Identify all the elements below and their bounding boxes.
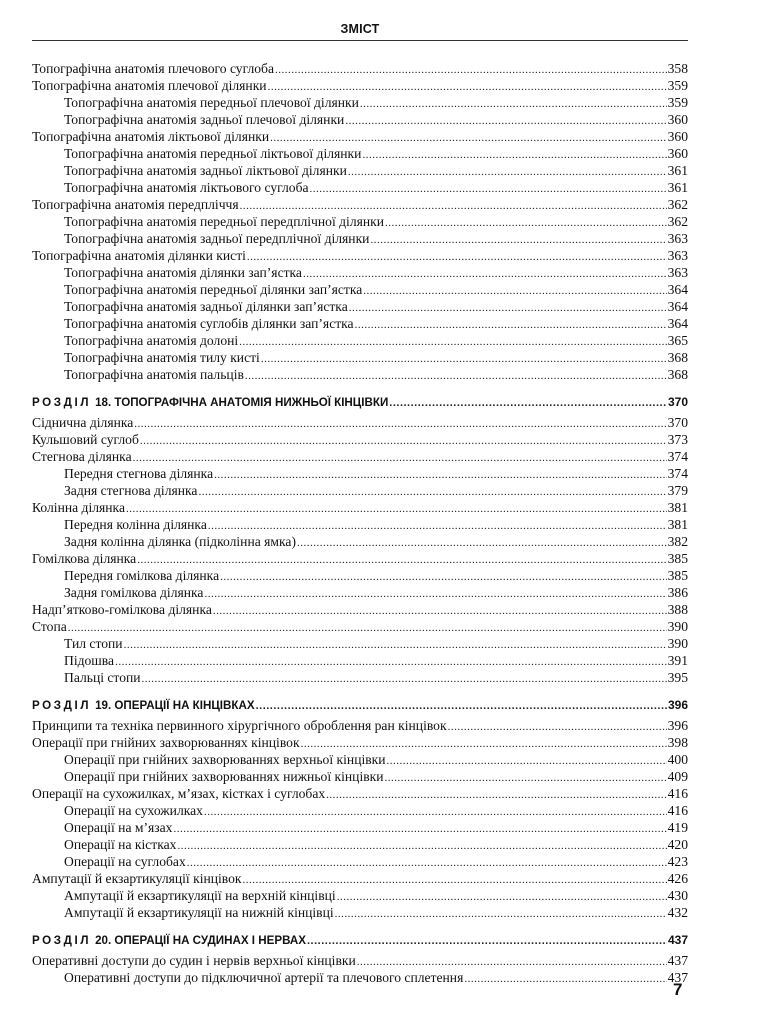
toc-entry — [32, 669, 688, 686]
toc-page-number: 374 — [667, 449, 688, 464]
toc-entry — [32, 482, 688, 499]
toc-entry-title: Топографічна анатомія передньої ділянки зап’ястка — [64, 282, 363, 297]
toc-section-heading — [32, 695, 688, 715]
toc-page-number: 396 — [667, 698, 688, 712]
toc-entry — [32, 349, 688, 366]
toc-entry — [32, 247, 688, 264]
toc-entry — [32, 533, 688, 550]
toc-entry — [32, 281, 688, 298]
dot-leader — [245, 368, 667, 383]
dot-leader — [326, 787, 666, 802]
toc-page-number: 388 — [667, 602, 688, 617]
toc-entry-title: Стегнова ділянка — [32, 449, 132, 464]
toc-entry-title: Тил стопи — [64, 636, 123, 651]
toc-entry-title: Оперативні доступи до підключичної артерії та плечового сплетення — [64, 970, 464, 985]
toc-entry-title: Ампутації й екзартикуляції кінцівок — [32, 871, 242, 886]
toc-page-number: 364 — [667, 316, 688, 331]
toc-entry — [32, 853, 688, 870]
toc-page-number: 400 — [667, 752, 688, 767]
dot-leader — [303, 266, 667, 281]
toc-entry-title: Топографічна анатомія передньої ліктьової ділянки — [64, 146, 362, 161]
toc-entry — [32, 145, 688, 162]
section-label: РОЗДІЛ — [32, 396, 92, 409]
dot-leader — [243, 872, 667, 887]
dot-leader — [68, 620, 667, 635]
dot-leader — [239, 334, 666, 349]
toc-entry — [32, 567, 688, 584]
toc-entry — [32, 751, 688, 768]
toc-page-number: 359 — [667, 95, 688, 110]
toc-entry — [32, 230, 688, 247]
header-rule — [32, 40, 688, 41]
dot-leader — [268, 79, 667, 94]
running-header: ЗМІСТ — [340, 22, 380, 36]
toc-entry-title: Операції на м’язах — [64, 820, 173, 835]
toc-page-number: 368 — [667, 350, 688, 365]
dot-leader — [173, 821, 666, 836]
toc-page-number: 419 — [667, 820, 688, 835]
dot-leader — [133, 450, 667, 465]
toc-entry-title: Операції на сухожилках, м’язах, кістках і суглобах — [32, 786, 326, 801]
toc-entry — [32, 213, 688, 230]
toc-page-number: 365 — [667, 333, 688, 348]
toc-entry-title: Сіднична ділянка — [32, 415, 134, 430]
toc-entry-title: Топографічна анатомія долоні — [64, 333, 239, 348]
toc-entry — [32, 264, 688, 281]
toc-entry-title: Стопа — [32, 619, 67, 634]
toc-entry — [32, 516, 688, 533]
toc-page-number: 391 — [667, 653, 688, 668]
dot-leader — [204, 586, 666, 601]
toc-page-number: 432 — [667, 905, 688, 920]
toc-entry-title: Операції на сухожилках — [64, 803, 203, 818]
toc-entry-title: Топографічна анатомія суглобів ділянки зап’ястка — [64, 316, 354, 331]
section-title: 19. ОПЕРАЦІЇ НА КІНЦІВКАХ — [95, 699, 255, 712]
toc-entry — [32, 111, 688, 128]
dot-leader — [345, 113, 666, 128]
toc-section-heading — [32, 392, 688, 412]
toc-page-number: 385 — [667, 568, 688, 583]
toc-entry — [32, 836, 688, 853]
toc-entry-title: Гомілкова ділянка — [32, 551, 137, 566]
toc-entry-title: Ампутації й екзартикуляції на нижній кінцівці — [64, 905, 334, 920]
section-label: РОЗДІЛ — [32, 699, 92, 712]
dot-leader — [275, 62, 667, 77]
toc-entry — [32, 768, 688, 785]
toc-entry — [32, 904, 688, 921]
toc-page-number: 423 — [667, 854, 688, 869]
toc-page-number: 420 — [667, 837, 688, 852]
dot-leader — [363, 283, 666, 298]
toc-page-number: 364 — [667, 299, 688, 314]
toc-page-number: 385 — [667, 551, 688, 566]
toc-page-number: 426 — [667, 871, 688, 886]
toc-entry — [32, 77, 688, 94]
toc-entry-title: Передня стегнова ділянка — [64, 466, 214, 481]
toc-entry — [32, 414, 688, 431]
dot-leader — [385, 770, 667, 785]
toc-entry — [32, 734, 688, 751]
toc-entry-title: Топографічна анатомія ліктьової ділянки — [32, 129, 270, 144]
toc-page-number: 381 — [667, 500, 688, 515]
toc-page-number: 381 — [667, 517, 688, 532]
toc-entry — [32, 601, 688, 618]
toc-page-number: 386 — [667, 585, 688, 600]
toc-page-number: 430 — [667, 888, 688, 903]
toc-page-number: 370 — [667, 395, 688, 409]
dot-leader — [124, 637, 667, 652]
dot-leader — [297, 535, 667, 550]
dot-leader — [387, 753, 667, 768]
toc-page-number: 368 — [667, 367, 688, 382]
section-title: 20. ОПЕРАЦІЇ НА СУДИНАХ І НЕРВАХ — [95, 934, 306, 947]
toc-page-number: 379 — [667, 483, 688, 498]
toc-entry — [32, 298, 688, 315]
toc-entry-title: Топографічна анатомія плечового суглоба — [32, 61, 275, 76]
toc-entry — [32, 969, 688, 986]
toc-entry — [32, 785, 688, 802]
dot-leader — [115, 654, 667, 669]
toc-entry — [32, 94, 688, 111]
section-label: РОЗДІЛ — [32, 934, 92, 947]
toc-entry — [32, 179, 688, 196]
toc-page-number: 363 — [667, 231, 688, 246]
dot-leader — [261, 351, 667, 366]
toc-entry — [32, 584, 688, 601]
toc-page-number: 362 — [667, 214, 688, 229]
toc-entry — [32, 802, 688, 819]
toc-page-number: 437 — [667, 953, 688, 968]
dot-leader — [355, 317, 667, 332]
toc-entry — [32, 315, 688, 332]
table-of-contents — [32, 60, 688, 986]
dot-leader — [448, 719, 667, 734]
toc-page-number: 416 — [667, 803, 688, 818]
toc-section-heading — [32, 930, 688, 950]
dot-leader — [142, 671, 667, 686]
toc-entry-title: Топографічна анатомія передпліччя — [32, 197, 239, 212]
dot-leader — [240, 198, 667, 213]
toc-entry-title: Пальці стопи — [64, 670, 141, 685]
toc-entry-title: Топографічна анатомія задньої ділянки зап’ястка — [64, 299, 348, 314]
toc-page-number: 396 — [667, 718, 688, 733]
page-number: 7 — [673, 980, 683, 999]
toc-entry-title: Ампутації й екзартикуляції на верхній кінцівці — [64, 888, 336, 903]
toc-entry — [32, 550, 688, 567]
toc-page-number: 370 — [667, 415, 688, 430]
toc-entry-title: Колінна ділянка — [32, 500, 125, 515]
dot-leader — [126, 501, 667, 516]
toc-entry — [32, 196, 688, 213]
dot-leader — [204, 804, 667, 819]
toc-page-number: 364 — [667, 282, 688, 297]
dot-leader — [213, 603, 667, 618]
toc-entry — [32, 652, 688, 669]
toc-entry-title: Операції при гнійних захворюваннях кінцівок — [32, 735, 300, 750]
toc-entry-title: Топографічна анатомія задньої плечової ділянки — [64, 112, 345, 127]
toc-entry-title: Топографічна анатомія передньої плечової ділянки — [64, 95, 359, 110]
toc-entry — [32, 128, 688, 145]
dot-leader — [385, 215, 667, 230]
dot-leader — [214, 467, 667, 482]
toc-entry — [32, 448, 688, 465]
toc-entry — [32, 819, 688, 836]
toc-entry-title: Операції при гнійних захворюваннях верхньої кінцівки — [64, 752, 386, 767]
dot-leader — [137, 552, 666, 567]
toc-page-number: 409 — [667, 769, 688, 784]
toc-entry — [32, 366, 688, 383]
dot-leader — [335, 906, 667, 921]
toc-entry-title: Топографічна анатомія ділянки кисті — [32, 248, 246, 263]
toc-entry — [32, 887, 688, 904]
toc-entry-title: Задня стегнова ділянка — [64, 483, 198, 498]
toc-entry-title: Задня колінна ділянка (підколінна ямка) — [64, 534, 296, 549]
toc-page-number: 360 — [667, 146, 688, 161]
dot-leader — [464, 971, 666, 986]
toc-page-number: 363 — [667, 265, 688, 280]
dot-leader — [301, 736, 667, 751]
dot-leader — [177, 838, 666, 853]
toc-page-number: 395 — [667, 670, 688, 685]
dot-leader — [187, 855, 667, 870]
toc-page-number: 363 — [667, 248, 688, 263]
toc-page-number: 398 — [667, 735, 688, 750]
toc-entry — [32, 332, 688, 349]
toc-page-number: 360 — [667, 112, 688, 127]
dot-leader — [208, 518, 667, 533]
toc-entry-title: Передня гомілкова ділянка — [64, 568, 220, 583]
dot-leader — [357, 954, 667, 969]
toc-entry-title: Передня колінна ділянка — [64, 517, 207, 532]
toc-page-number: 390 — [667, 636, 688, 651]
dot-leader — [349, 300, 667, 315]
toc-entry-title: Топографічна анатомія задньої передплічної ділянки — [64, 231, 370, 246]
dot-leader — [198, 484, 666, 499]
toc-entry — [32, 635, 688, 652]
toc-page-number: 416 — [667, 786, 688, 801]
toc-page-number: 362 — [667, 197, 688, 212]
toc-entry-title: Оперативні доступи до судин і нервів верхньої кінцівки — [32, 953, 356, 968]
dot-leader — [348, 164, 667, 179]
toc-entry-title: Надп’ятково-гомілкова ділянка — [32, 602, 212, 617]
dot-leader — [389, 393, 667, 412]
toc-entry — [32, 952, 688, 969]
toc-page-number: 361 — [667, 180, 688, 195]
toc-entry — [32, 870, 688, 887]
toc-entry-title: Топографічна анатомія тилу кисті — [64, 350, 260, 365]
dot-leader — [247, 249, 667, 264]
toc-page-number: 390 — [667, 619, 688, 634]
dot-leader — [362, 147, 666, 162]
dot-leader — [140, 433, 667, 448]
toc-entry — [32, 717, 688, 734]
toc-entry — [32, 499, 688, 516]
toc-entry — [32, 60, 688, 77]
toc-entry-title: Принципи та техніка первинного хірургічного оброблення ран кінцівок — [32, 718, 447, 733]
dot-leader — [310, 181, 667, 196]
toc-entry-title: Топографічна анатомія пальців — [64, 367, 244, 382]
section-title: 18. ТОПОГРАФІЧНА АНАТОМІЯ НИЖНЬОЇ КІНЦІВКИ — [95, 396, 389, 409]
toc-entry-title: Топографічна анатомія плечової ділянки — [32, 78, 267, 93]
toc-entry-title: Задня гомілкова ділянка — [64, 585, 204, 600]
toc-entry-title: Підошва — [64, 653, 115, 668]
toc-page-number: 373 — [667, 432, 688, 447]
toc-entry-title: Операції на кістках — [64, 837, 177, 852]
toc-entry-title: Топографічна анатомія ліктьового суглоба — [64, 180, 309, 195]
toc-entry-title: Операції при гнійних захворюваннях нижньої кінцівки — [64, 769, 384, 784]
dot-leader — [307, 931, 667, 950]
dot-leader — [270, 130, 667, 145]
toc-page-number: 437 — [667, 970, 688, 985]
toc-entry — [32, 162, 688, 179]
toc-page-number: 358 — [667, 61, 688, 76]
dot-leader — [360, 96, 667, 111]
toc-page-number: 360 — [667, 129, 688, 144]
toc-entry-title: Кульшовий суглоб — [32, 432, 139, 447]
toc-entry-title: Топографічна анатомія задньої ліктьової ділянки — [64, 163, 347, 178]
toc-entry-title: Топографічна анатомія ділянки зап’ястка — [64, 265, 302, 280]
toc-page-number: 437 — [667, 933, 688, 947]
dot-leader — [256, 696, 667, 715]
toc-page-number: 382 — [667, 534, 688, 549]
toc-entry — [32, 465, 688, 482]
toc-entry-title: Топографічна анатомія передньої передплічної ділянки — [64, 214, 385, 229]
dot-leader — [337, 889, 667, 904]
toc-entry — [32, 618, 688, 635]
dot-leader — [220, 569, 667, 584]
toc-page-number: 361 — [667, 163, 688, 178]
dot-leader — [370, 232, 666, 247]
dot-leader — [134, 416, 666, 431]
toc-page-number: 359 — [667, 78, 688, 93]
toc-page-number: 374 — [667, 466, 688, 481]
toc-entry-title: Операції на суглобах — [64, 854, 186, 869]
toc-entry — [32, 431, 688, 448]
